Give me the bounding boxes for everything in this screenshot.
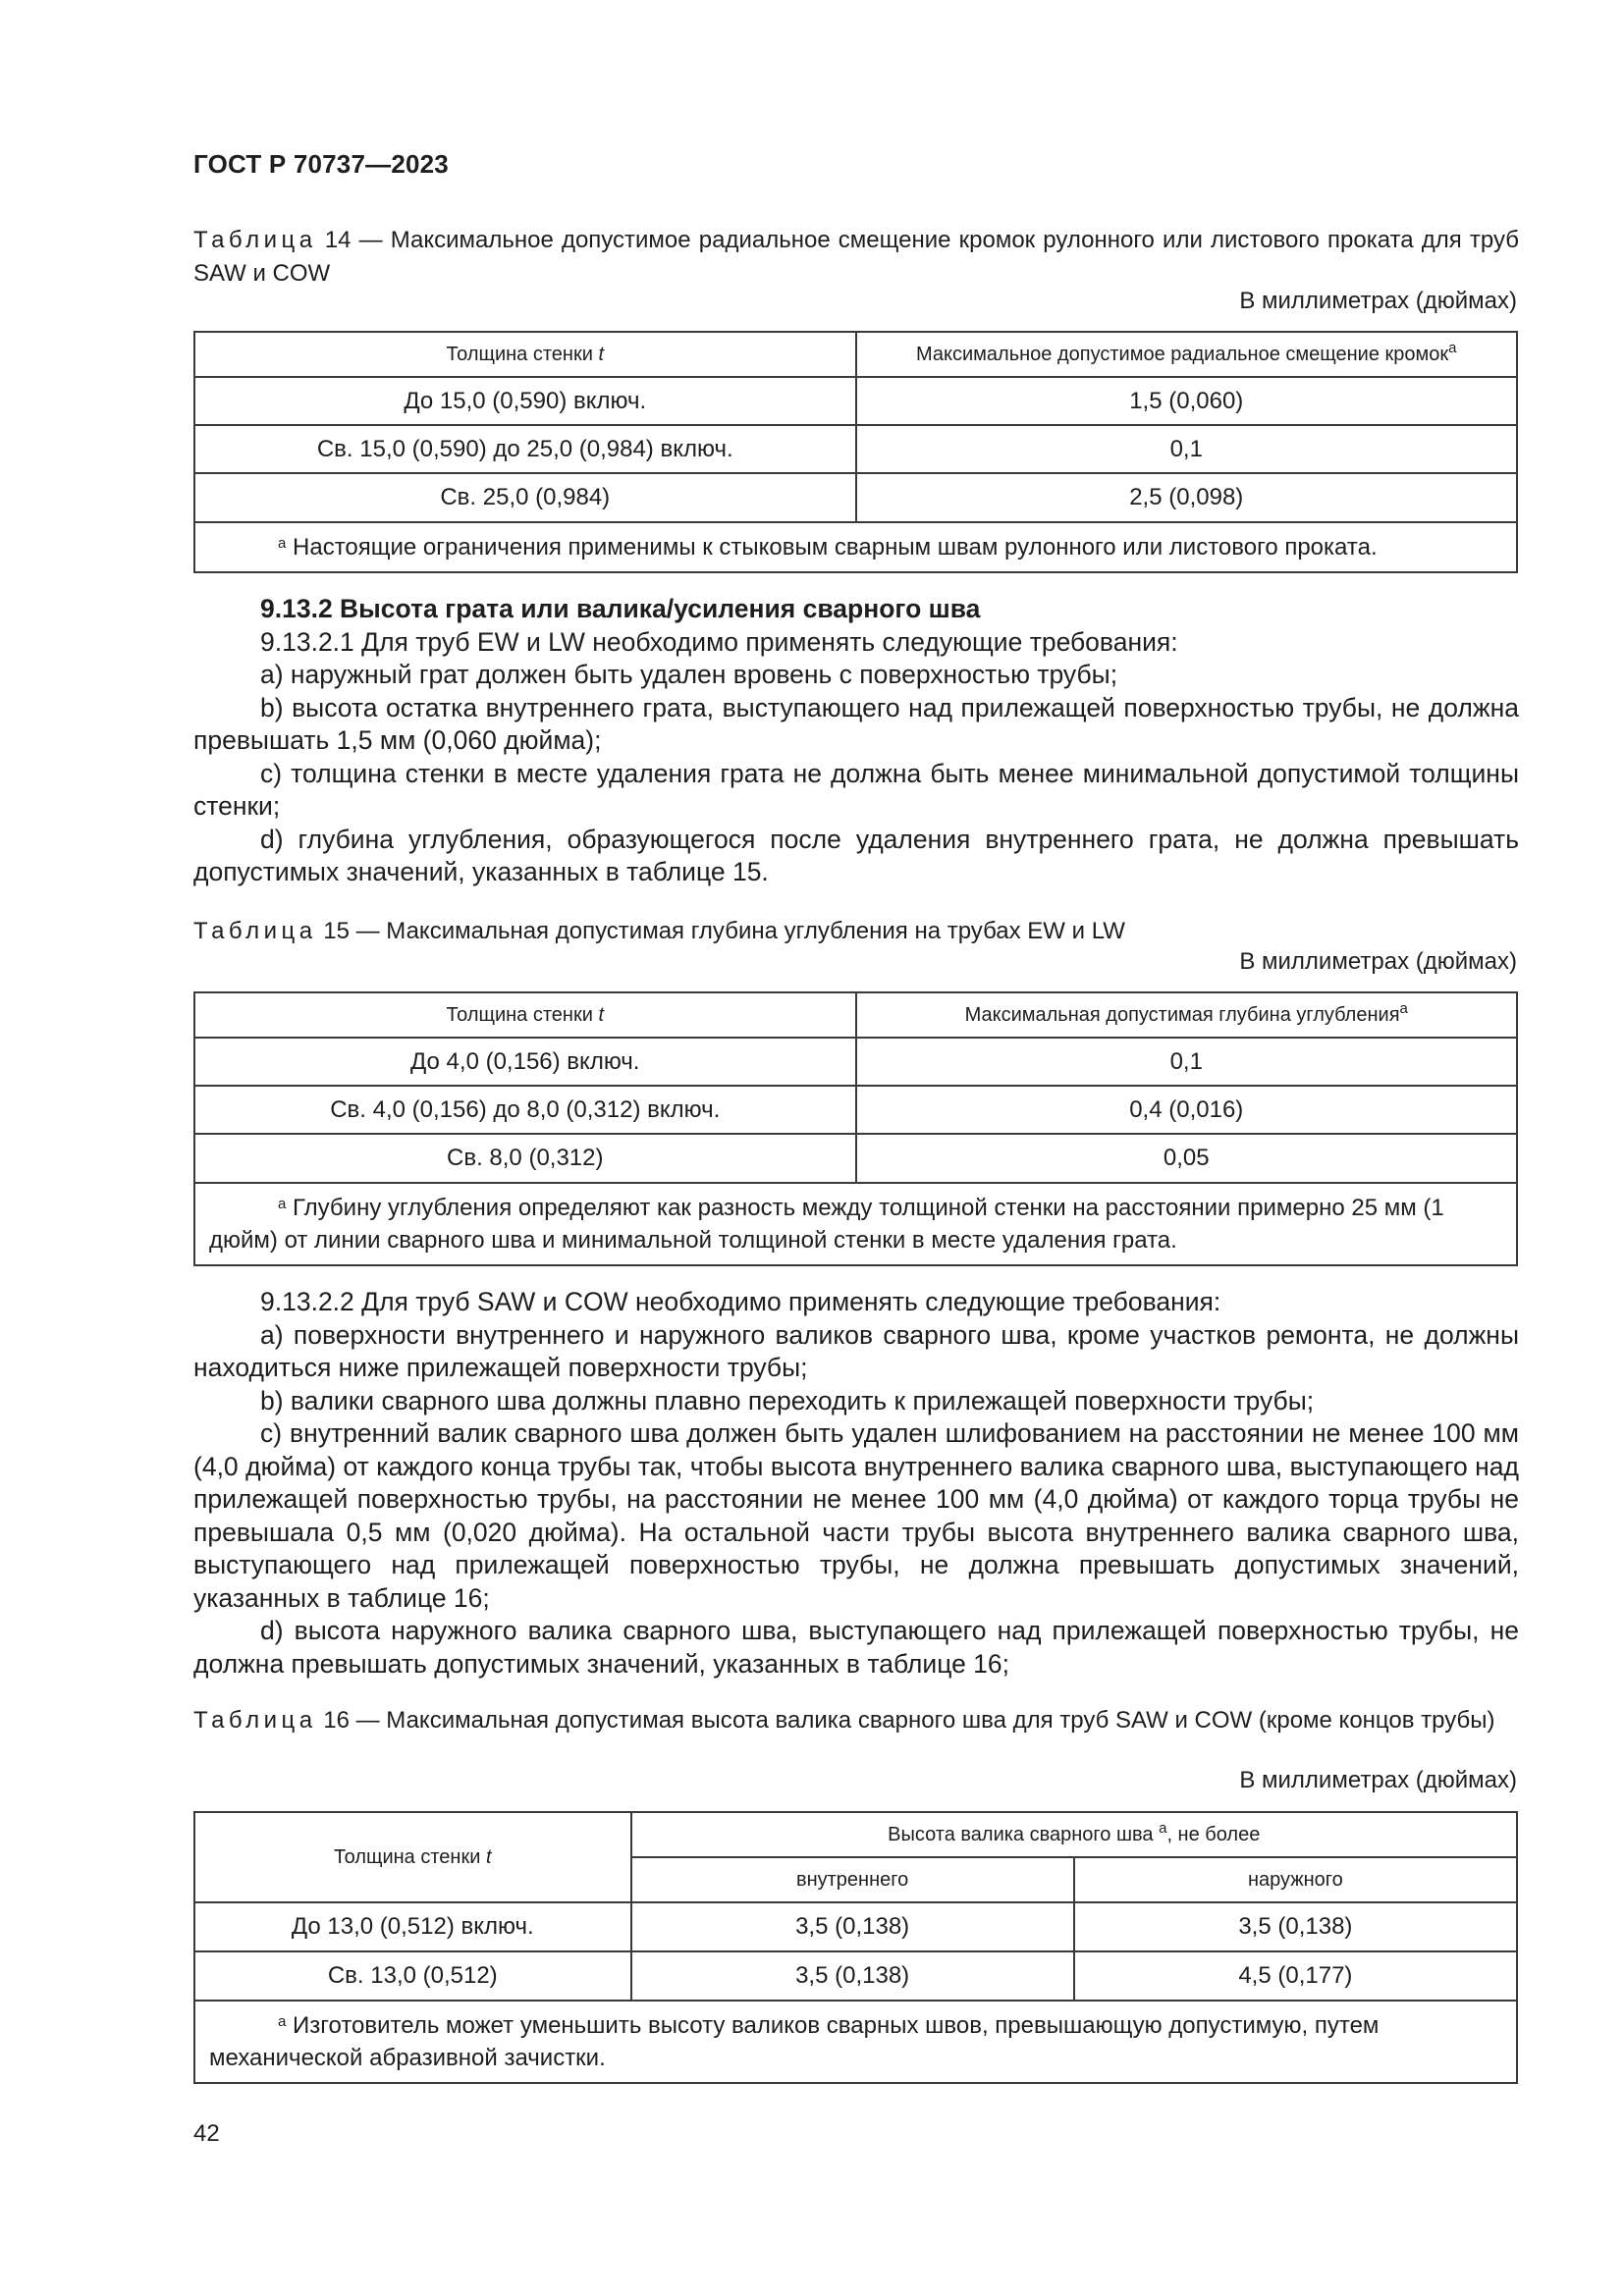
table15-caption-label: Таблица (193, 918, 317, 944)
table14-units: В миллиметрах (дюймах) (1239, 288, 1517, 314)
table16-sub-outer-header: наружного (1074, 1857, 1517, 1902)
table16-caption (193, 1704, 1519, 1737)
table15-footnote: $^a$ Глубину углубления определяют как разность между толщиной стенки на расстоянии примерно 25 мм (1 дюйм) от линии сварного шва и минимальной толщиной стенки в месте удаления грата. (194, 1183, 1517, 1265)
table14-cell-thickness: До 15,0 (0,590) включ. (194, 377, 856, 425)
table15-cell-thickness: Св. 4,0 (0,156) до 8,0 (0,312) включ. (194, 1086, 856, 1134)
paragraph: 9.13.2.1 Для труб EW и LW необходимо применять следующие требования: (260, 626, 1178, 657)
table-row (194, 1134, 1517, 1183)
table14-cell-value: 2,5 (0,098) (856, 473, 1518, 522)
table16-cell-outer: 4,5 (0,177) (1074, 1951, 1517, 2001)
table16-sub-inner-header: внутреннего (631, 1857, 1074, 1902)
table16-col1-header: Толщина стенки t (194, 1812, 631, 1902)
table-row (194, 1902, 1517, 1951)
table15-cell-thickness: До 4,0 (0,156) включ. (194, 1038, 856, 1086)
table15-col1-header: Толщина стенки t (194, 992, 856, 1038)
table15-caption (193, 915, 1519, 948)
table16 (193, 1811, 1518, 2084)
table16-cell-inner: 3,5 (0,138) (631, 1902, 1074, 1951)
table15-cell-value: 0,05 (856, 1134, 1518, 1183)
table15-units: В миллиметрах (дюймах) (1239, 948, 1517, 975)
table14-cell-thickness: Св. 15,0 (0,590) до 25,0 (0,984) включ. (194, 425, 856, 473)
table14-col2-header: Максимальное допустимое радиальное смещение кромок$^a$ (856, 332, 1518, 377)
section-9-13-2 (193, 593, 1519, 889)
table-row (194, 377, 1517, 425)
table15 (193, 991, 1518, 1266)
list-item: с) внутренний валик сварного шва должен быть удален шлифованием на расстоянии не менее 100 мм (4,0 дюйма) от каждого конца трубы так, чтобы высота внутреннего валика сварного шва, выступающего над прилежащей поверхностью трубы, на расстоянии не менее 100 мм (4,0 дюйма) от каждого торца трубы не превышала 0,5 мм (0,020 дюйма). На остальной части трубы высота внутреннего валика сварного шва, выступающего над прилежащей поверхностью трубы, не должна превышать допустимых значений, указанных в таблице 16; (193, 1418, 1519, 1613)
table16-cell-inner: 3,5 (0,138) (631, 1951, 1074, 2001)
table15-cell-thickness: Св. 8,0 (0,312) (194, 1134, 856, 1183)
table16-caption-text: 16 — Максимальная допустимая высота валика сварного шва для труб SAW и COW (кроме концов трубы) (316, 1707, 1495, 1734)
page-number: 42 (193, 2120, 220, 2147)
table15-caption-text: 15 — Максимальная допустимая глубина углубления на трубах EW и LW (316, 918, 1125, 944)
table14-caption (193, 224, 1519, 291)
list-item: с) толщина стенки в месте удаления грата не должна быть менее минимальной допустимой толщины стенки; (193, 758, 1519, 821)
table16-cell-outer: 3,5 (0,138) (1074, 1902, 1517, 1951)
table14 (193, 331, 1518, 573)
table16-footnote: $^a$ Изготовитель может уменьшить высоту валиков сварных швов, превышающую допустимую, путем механической абразивной зачистки. (194, 2001, 1517, 2083)
document-header: ГОСТ Р 70737—2023 (193, 149, 449, 179)
table14-cell-thickness: Св. 25,0 (0,984) (194, 473, 856, 522)
table15-cell-value: 0,1 (856, 1038, 1518, 1086)
table14-caption-text: 14 — Максимальное допустимое радиальное смещение кромок рулонного или листового проката для труб SAW и COW (193, 227, 1519, 287)
table14-col1-header: Толщина стенки t (194, 332, 856, 377)
list-item: d) глубина углубления, образующегося после удаления внутреннего грата, не должна превышать допустимых значений, указанных в таблице 15. (193, 824, 1519, 886)
list-item: b) валики сварного шва должны плавно переходить к прилежащей поверхности трубы; (260, 1385, 1315, 1415)
table-row (194, 1038, 1517, 1086)
table16-group-header: Высота валика сварного шва $^a$, не более (631, 1812, 1518, 1857)
table15-col2-header: Максимальная допустимая глубина углубления$^a$ (856, 992, 1518, 1038)
section-heading: 9.13.2 Высота грата или валика/усиления сварного шва (260, 594, 981, 623)
list-item: а) поверхности внутреннего и наружного валиков сварного шва, кроме участков ремонта, не должны находиться ниже прилежащей поверхности трубы; (193, 1319, 1519, 1382)
table16-cell-thickness: Св. 13,0 (0,512) (194, 1951, 631, 2001)
list-item: d) высота наружного валика сварного шва, выступающего над прилежащей поверхностью трубы, не должна превышать допустимых значений, указанных в таблице 16; (193, 1616, 1519, 1679)
table-row (194, 1086, 1517, 1134)
table-row (194, 1951, 1517, 2001)
paragraph: 9.13.2.2 Для труб SAW и COW необходимо применять следующие требования: (260, 1287, 1221, 1316)
table14-footnote: $^a$ Настоящие ограничения применимы к стыковым сварным швам рулонного или листового проката. (194, 522, 1517, 572)
table14-caption-label: Таблица (193, 227, 317, 253)
table16-cell-thickness: До 13,0 (0,512) включ. (194, 1902, 631, 1951)
table14-cell-value: 0,1 (856, 425, 1518, 473)
list-item: а) наружный грат должен быть удален вровень с поверхностью трубы; (260, 660, 1118, 689)
table-row (194, 425, 1517, 473)
table-row (194, 473, 1517, 522)
table15-cell-value: 0,4 (0,016) (856, 1086, 1518, 1134)
table16-caption-label: Таблица (193, 1707, 317, 1734)
table16-units: В миллиметрах (дюймах) (1239, 1767, 1517, 1793)
list-item: b) высота остатка внутреннего грата, выступающего над прилежащей поверхностью трубы, не должна превышать 1,5 мм (0,060 дюйма); (193, 692, 1519, 755)
section-9-13-2-2 (193, 1286, 1519, 1681)
table14-cell-value: 1,5 (0,060) (856, 377, 1518, 425)
